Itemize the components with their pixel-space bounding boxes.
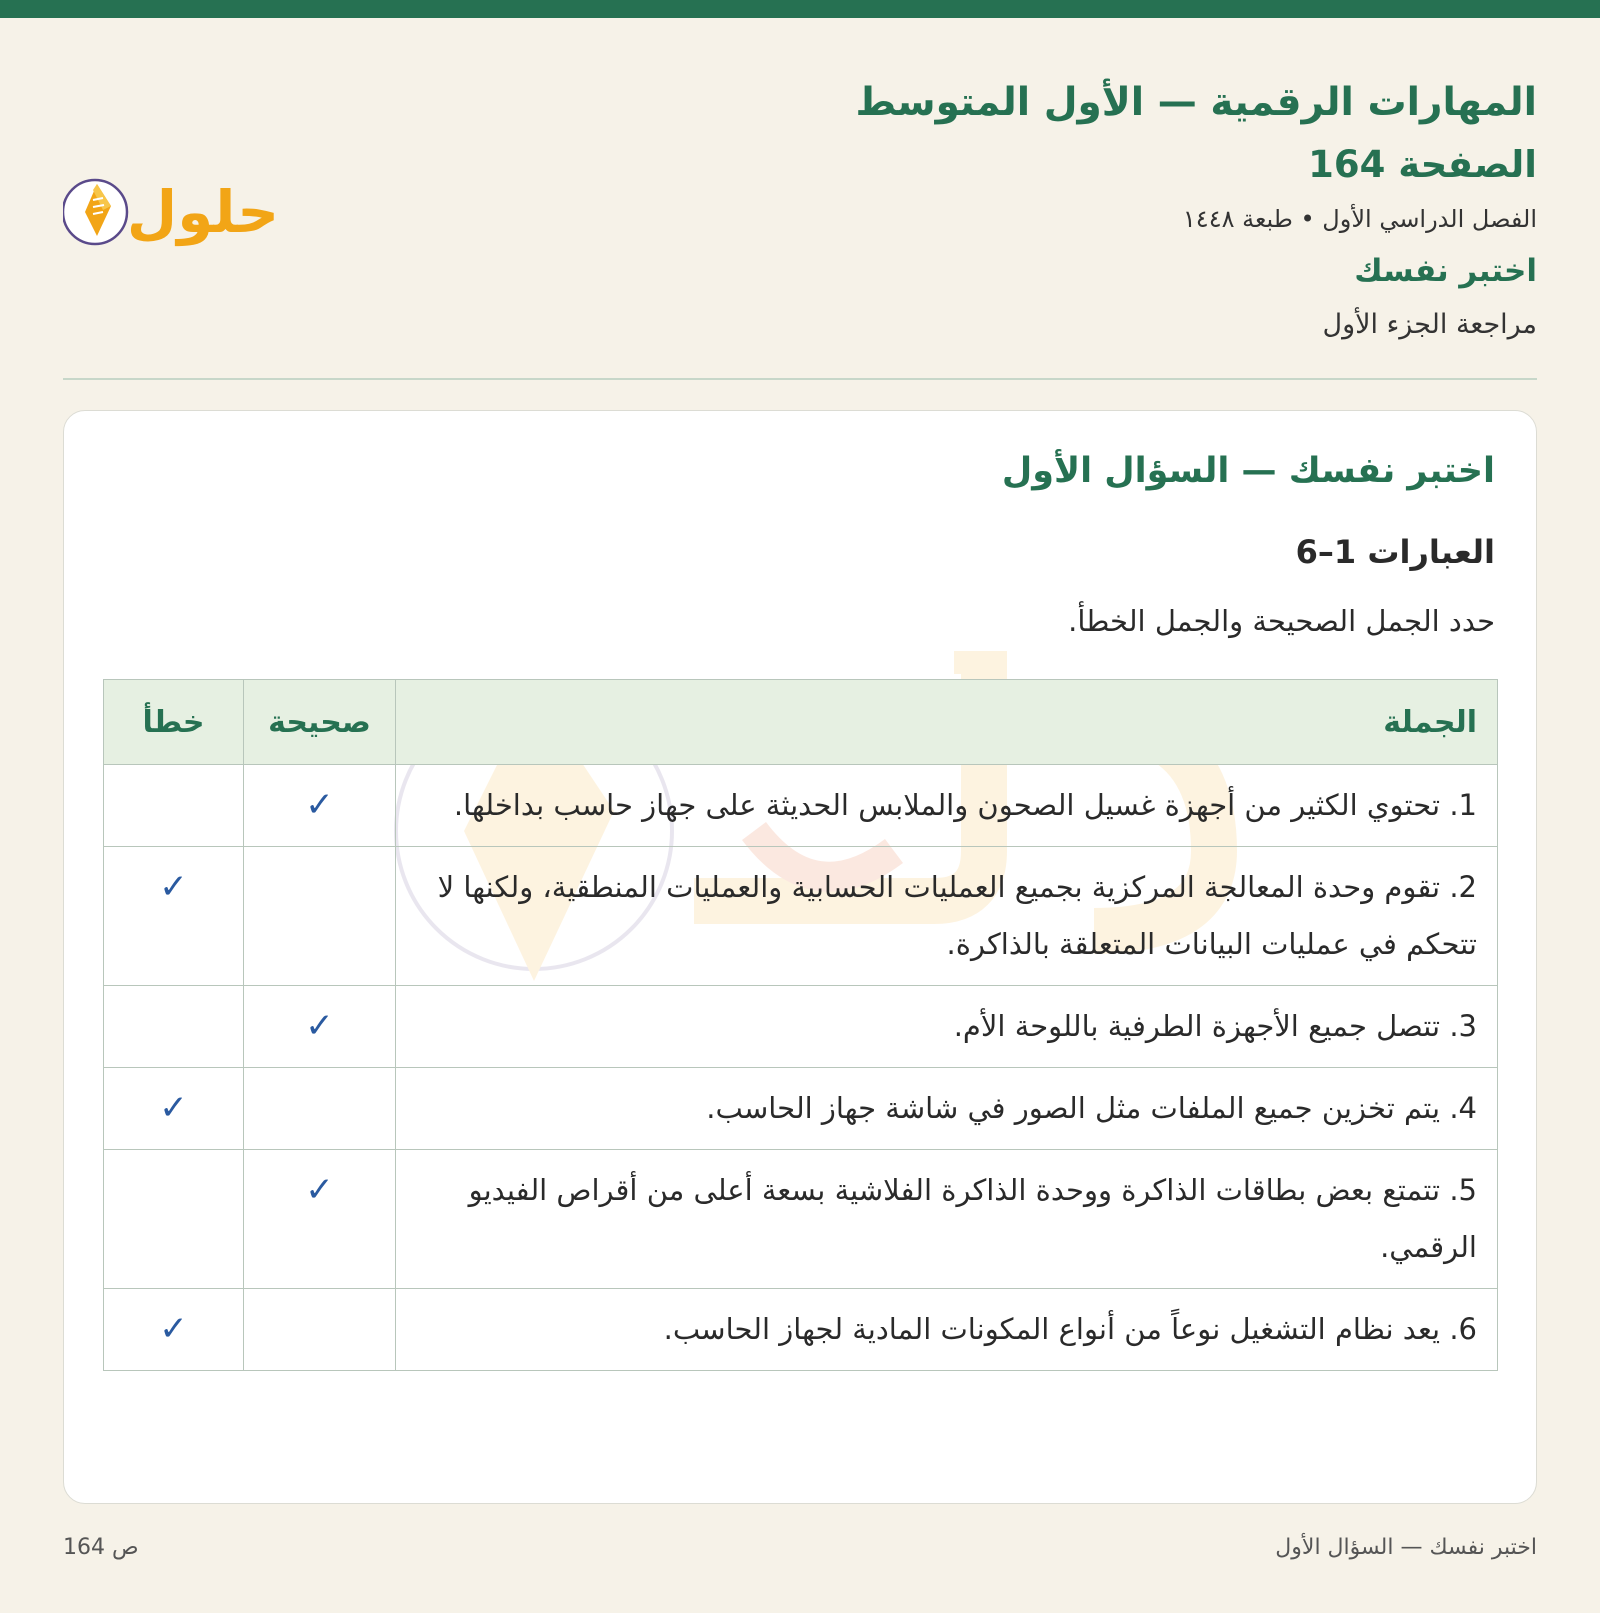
question-title: اختبر نفسك — السؤال الأول [1001,451,1495,491]
true-false-table [103,679,1498,1371]
correct-check-icon: ✓ [244,1150,396,1289]
wrong-check-icon: ✓ [104,1068,244,1150]
hulul-logo [63,160,293,260]
header-divider [63,378,1537,380]
correct-check-icon: ✓ [244,765,396,847]
logo-text: حلول [126,178,280,246]
correct-check-icon [244,847,396,986]
header-wrong: خطأ [104,680,244,765]
statement-text: 2. تقوم وحدة المعالجة المركزية بجميع العمليات الحسابية والعمليات المنطقية، ولكنها لا تتحكم في عمليات البيانات المتعلقة بالذاكرة. [396,847,1498,986]
correct-check-icon: ✓ [244,986,396,1068]
header-sentence: الجملة [396,680,1498,765]
wrong-check-icon [104,1150,244,1289]
statement-text: 3. تتصل جميع الأجهزة الطرفية باللوحة الأم. [396,986,1498,1068]
semester-info: الفصل الدراسي الأول • طبعة ١٤٤٨ [1182,205,1537,233]
table-row [104,986,1498,1068]
correct-check-icon [244,1289,396,1371]
question-instruction: حدد الجمل الصحيحة والجمل الخطأ. [1068,604,1495,638]
wrong-check-icon [104,986,244,1068]
table-row [104,765,1498,847]
subsection-title: مراجعة الجزء الأول [1322,309,1537,340]
header-correct: صحيحة [244,680,396,765]
wrong-check-icon [104,765,244,847]
statement-text: 6. يعد نظام التشغيل نوعاً من أنواع المكونات المادية لجهاز الحاسب. [396,1289,1498,1371]
top-accent-bar [0,0,1600,18]
section-title: اختبر نفسك [1354,253,1537,289]
table-row [104,1068,1498,1150]
header-text-block [855,60,1537,350]
book-title: المهارات الرقمية — الأول المتوسط [855,80,1537,125]
page-header [63,60,1537,380]
wrong-check-icon: ✓ [104,1289,244,1371]
wrong-check-icon: ✓ [104,847,244,986]
footer-page-number: ص 164 [63,1535,139,1560]
statement-text: 5. تتمتع بعض بطاقات الذاكرة ووحدة الذاكرة الفلاشية بسعة أعلى من أقراص الفيديو الرقمي. [396,1150,1498,1289]
footer-section-label: اختبر نفسك — السؤال الأول [1275,1535,1537,1560]
statements-range: العبارات 1–6 [1295,533,1495,571]
table-row [104,1289,1498,1371]
statement-text: 1. تحتوي الكثير من أجهزة غسيل الصحون والملابس الحديثة على جهاز حاسب بداخلها. [396,765,1498,847]
page-number: الصفحة 164 [1308,143,1537,186]
table-header-row [104,680,1498,765]
table-row [104,1150,1498,1289]
correct-check-icon [244,1068,396,1150]
question-card [63,410,1537,1504]
table-row [104,847,1498,986]
statement-text: 4. يتم تخزين جميع الملفات مثل الصور في شاشة جهاز الحاسب. [396,1068,1498,1150]
